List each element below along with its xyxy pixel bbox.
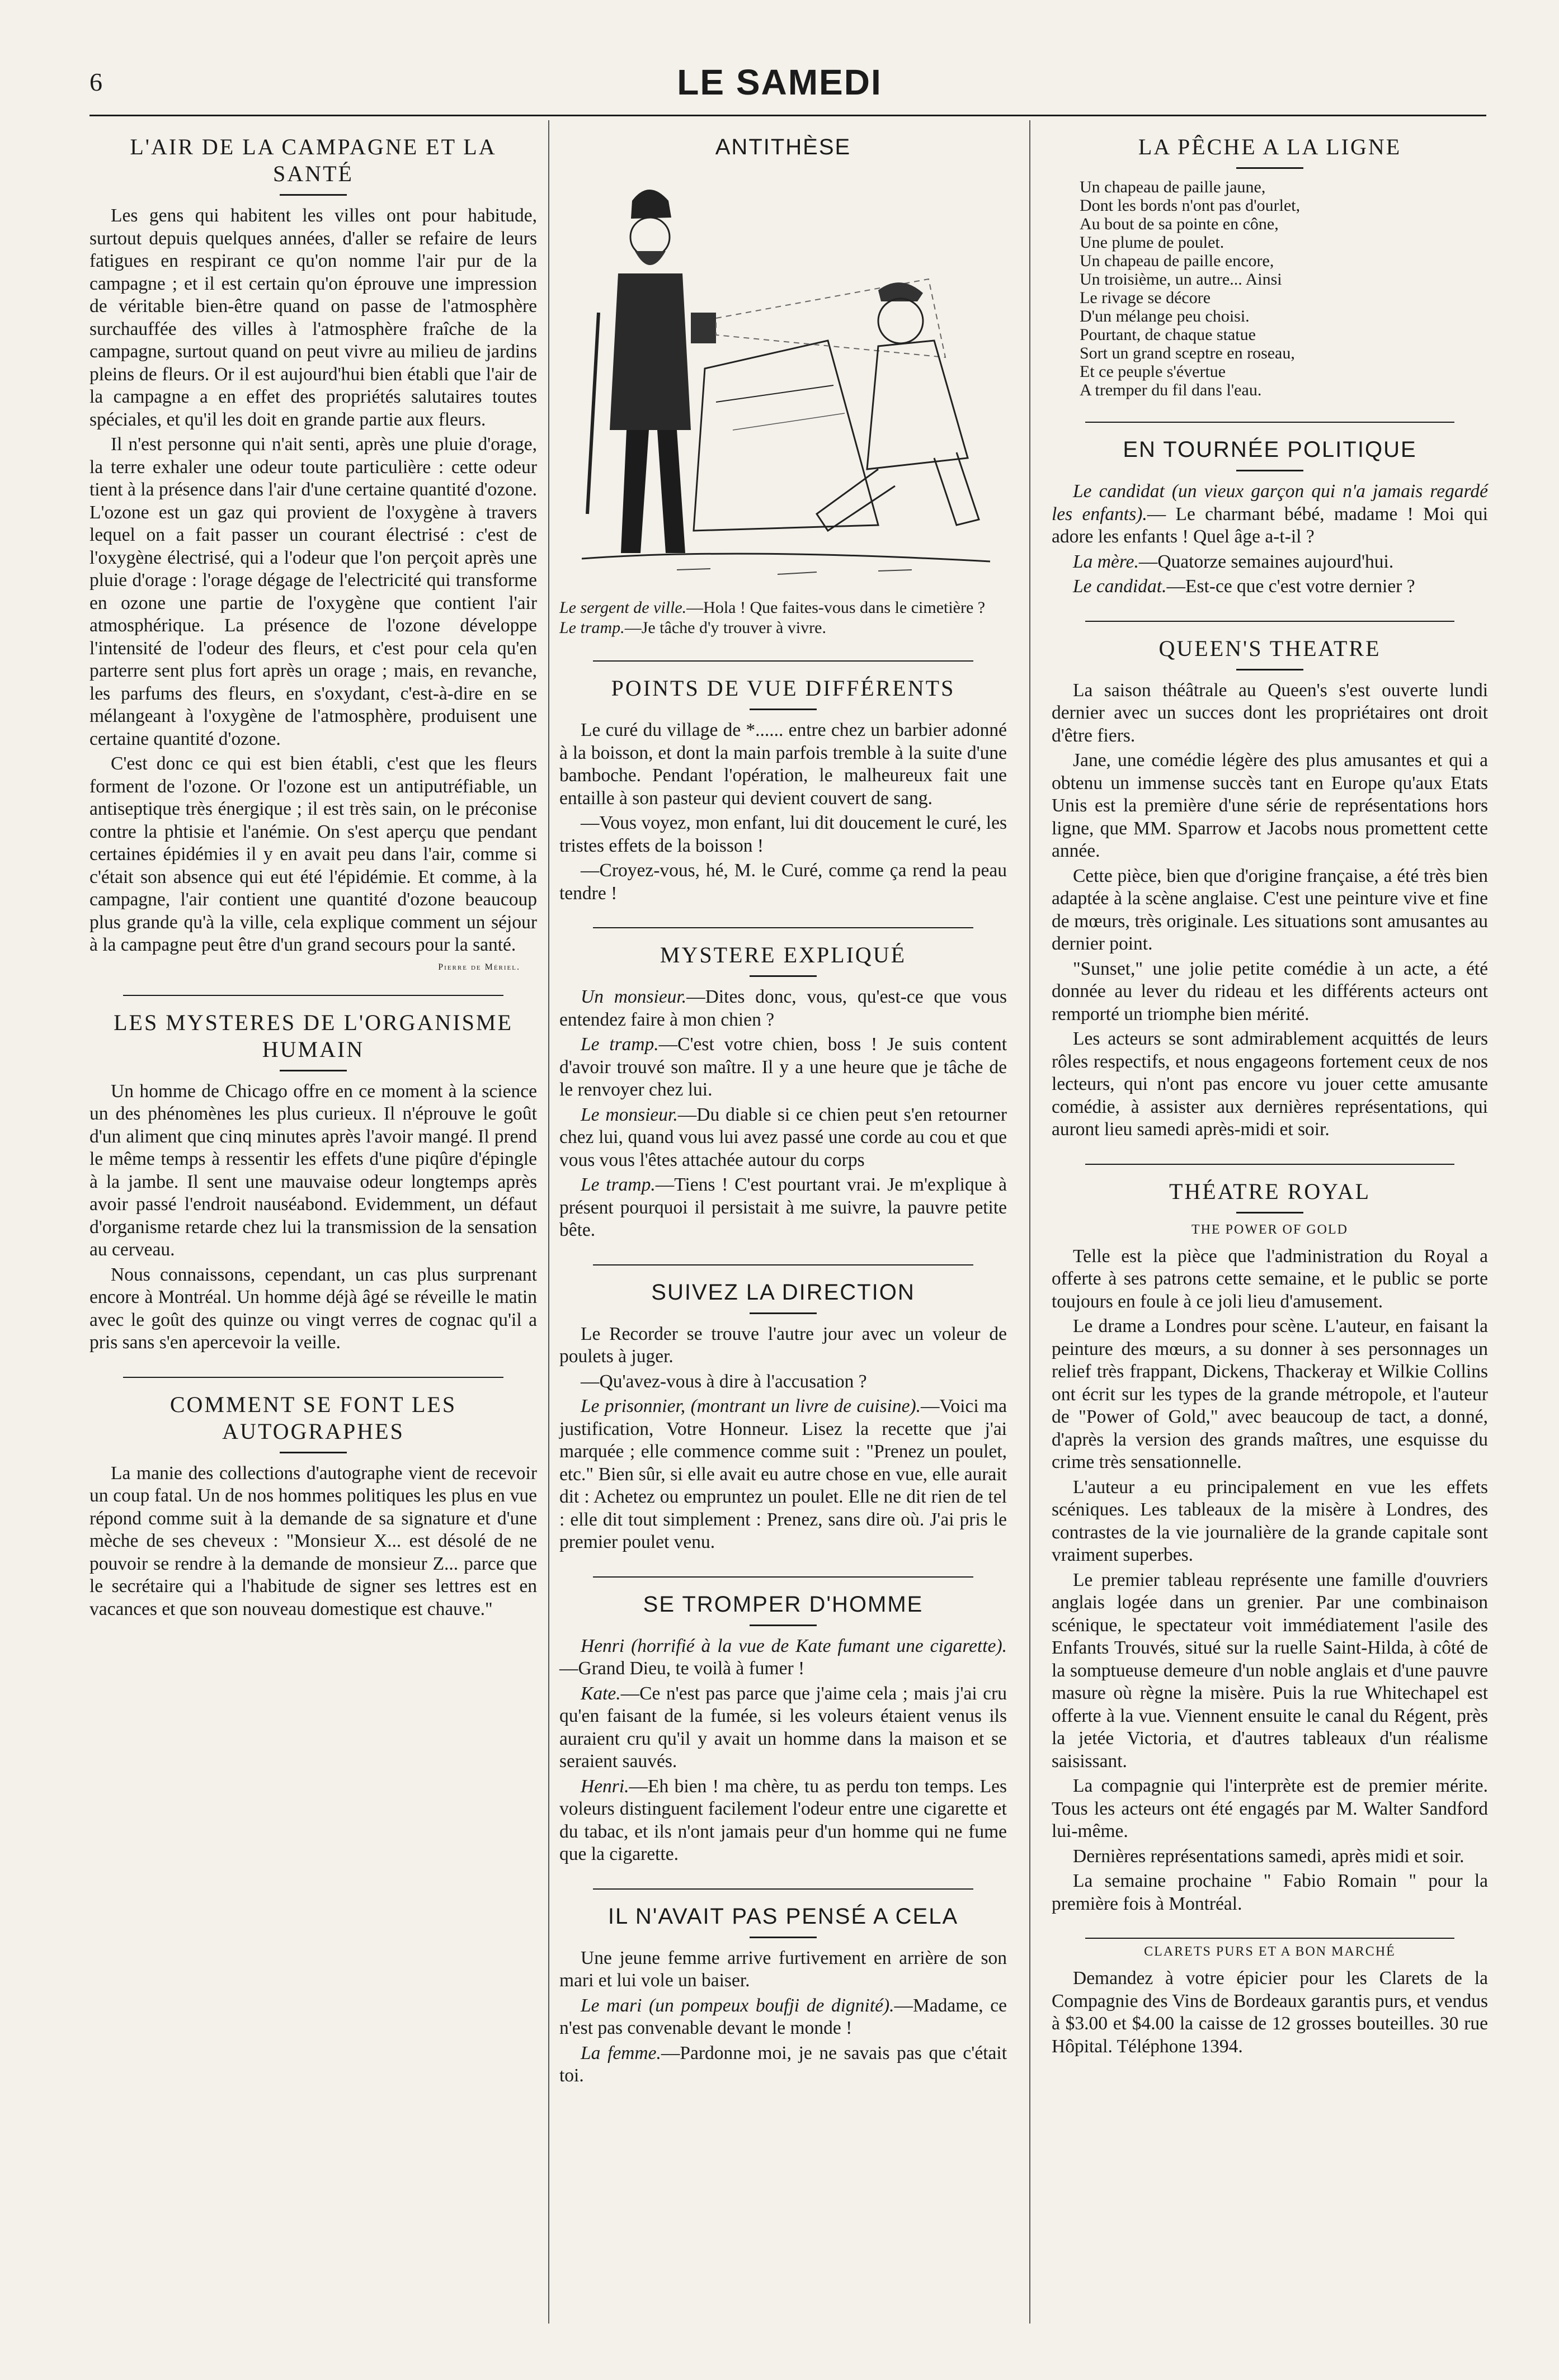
title-rule <box>750 975 817 977</box>
section-rule <box>123 995 503 996</box>
article-tournee-politique <box>1052 436 1488 598</box>
article-signature: Pierre de Mériel. <box>438 962 520 972</box>
article-paragraph: —Qu'avez-vous à dire à l'accusation ? <box>581 1371 867 1392</box>
article-title: COMMENT SE FONT LES AUTOGRAPHES <box>169 1391 457 1444</box>
section-rule <box>593 927 973 928</box>
article-paragraph: La compagnie qui l'interprète est de premier mérite. Tous les acteurs ont été engagés par M. Walter Sandford lui-même. <box>1052 1775 1488 1841</box>
title-rule <box>280 1452 347 1453</box>
article-title: LES MYSTERES DE L'ORGANISME HUMAIN <box>114 1009 513 1062</box>
article-paragraph: Dernières représentations samedi, après midi et soir. <box>1073 1845 1464 1867</box>
article-title: L'AIR DE LA CAMPAGNE ET LA SANTÉ <box>130 134 497 186</box>
article-se-tromper <box>559 1591 1007 1866</box>
article-pas-pense <box>559 1903 1007 2088</box>
article-title: SUIVEZ LA DIRECTION <box>651 1279 915 1305</box>
poem-line: Au bout de sa pointe en cône, <box>1080 215 1279 233</box>
article-mystere-explique <box>559 942 1007 1242</box>
poem-line: Sort un grand sceptre en roseau, <box>1080 344 1295 362</box>
article-theatre-royal <box>1052 1178 1488 1916</box>
article-paragraph: —Croyez-vous, hé, M. le Curé, comme ça rend la peau tendre ! <box>559 860 1007 904</box>
advertisement-clarets <box>1052 1944 1488 2058</box>
page-number: 6 <box>90 68 102 96</box>
article-title: THÉATRE ROYAL <box>1169 1178 1371 1204</box>
column-right <box>1052 120 1488 2060</box>
masthead-title: LE SAMEDI <box>677 62 882 102</box>
article-paragraph: Un homme de Chicago offre en ce moment à la science un des phénomènes les plus curieux. Il n'éprouve le goût d'un aliment que cinq minutes après l'avoir mangé. Il prend le même temps à ressentir les effets d'une piqûre d'épingle à la jambe. Il sent une mauvaise odeur longtemps après avoir passé l'endroit nauséabond. Evidemment, un défaut d'organisme retarde chez lui la transmission de la sensation au cerveau. <box>90 1080 537 1260</box>
article-paragraph: Le Recorder se trouve l'autre jour avec un voleur de poulets à juger. <box>559 1323 1007 1367</box>
article-paragraph: Il n'est personne qui n'ait senti, après une pluie d'orage, la terre exhaler une odeur toute particulière : cette odeur tient à la présence dans l'air d'une certaine quantité d'ozone. L'ozone est un gaz qui provient de l'oxygène à travers lequel on a fait passer un courant électrisé : c'est de l'oxygène électrisé, qui a l'odeur que l'on perçoit après une pluie d'orage : l'orage dégage de l'electricité qui transforme en ozone une partie de l'oxygène que contient l'air atmosphérique. La présence de l'ozone développe l'intensité de l'odeur des fleurs, et c'est pour cela qu'en parterre sent plus fort après un orage ; mais, en revanche, les parfums des fleurs, en s'oxydant, c'est-à-dire en se mélangeant à l'oxygène de l'atmosphère, produisent une certaine quantité d'ozone. <box>90 434 537 749</box>
article-paragraph: Jane, une comédie légère des plus amusantes et qui a obtenu un immense succès tant en Europe qu'aux Etats Unis est la première d'une série de représentations hors ligne, que MM. Sparrow et Jacobs nous promettent cette année. <box>1052 750 1488 861</box>
article-queens-theatre <box>1052 635 1488 1141</box>
poem-line: Un troisième, un autre... Ainsi <box>1080 270 1282 289</box>
article-paragraph: La semaine prochaine " Fabio Romain " pour la première fois à Montréal. <box>1052 1871 1488 1914</box>
column-divider <box>1029 120 1030 2324</box>
column-divider <box>548 120 549 2324</box>
article-paragraph: —Vous voyez, mon enfant, lui dit doucement le curé, les tristes effets de la boisson ! <box>559 813 1007 856</box>
dialogue-line: Kate.—Ce n'est pas parce que j'aime cela ; mais j'ai cru qu'en faisant de la fumée, si les voleurs étaient venus ils auraient cru qu'il y avait un homme dans la maison et se seraient sauvés. <box>559 1683 1007 1772</box>
title-rule <box>1236 1212 1303 1213</box>
section-rule <box>593 1576 973 1578</box>
dialogue-line: Un monsieur.—Dites donc, vous, qu'est-ce que vous entendez faire à mon chien ? <box>559 986 1007 1030</box>
top-rule <box>90 115 1486 116</box>
article-paragraph: Le drame a Londres pour scène. L'auteur, en faisant la peinture des mœurs, a su donner à ses personnages un relief très frappant, Dickens, Thackeray et Wilkie Collins ont écrit sur les types de la grande métropole, et l'auteur de "Power of Gold," avec beaucoup de tact, a donné, d'après la version des grands maîtres, une esquisse du crime très sensationnelle. <box>1052 1316 1488 1472</box>
article-mysteres-organisme <box>90 1009 537 1354</box>
advertisement-text: Demandez à votre épicier pour les Clarets de la Compagnie des Vins de Bordeaux garantis purs, et vendus à $3.00 et $4.00 la caisse de 12 grosses bouteilles. 30 rue Hôpital. Téléphone 1394. <box>1052 1968 1488 2057</box>
dialogue-line: Le candidat.—Est-ce que c'est votre dernier ? <box>1073 576 1415 597</box>
article-paragraph: Les gens qui habitent les villes ont pour habitude, surtout depuis quelques années, d'aller se refaire de leurs fatigues en respirant ce qu'on nomme l'air pur de la campagne ; et il est certain qu'on éprouve une impression de véritable bien-être quand on passe de l'atmosphère surchauffée des villes à l'atmosphère fraîche de la campagne, surtout quand on peut vivre au milieu de jardins pleins de fleurs. Or il est aujourd'hui bien établi que l'air de la campagne a en effet des propriétés salutaires toutes spéciales, et qu'il les doit en grande partie aux fleurs. <box>90 205 537 430</box>
section-rule <box>593 1888 973 1890</box>
dialogue-line: Le prisonnier, (montrant un livre de cuisine).—Voici ma justification, Votre Honneur. Lisez la recette que j'ai marquée ; elle commence comme suit : "Prenez un poulet, etc." Bien sûr, si elle avait eu autre chose en vue, elle aurait dit : Achetez ou empruntez un poulet. Elle ne dit rien de tel : elle dit tout simplement : Prenez, sans dire où. J'ai pris le premier poulet venu. <box>559 1396 1007 1552</box>
article-points-de-vue <box>559 675 1007 905</box>
article-title: LA PÊCHE A LA LIGNE <box>1138 134 1402 159</box>
section-rule <box>1085 621 1454 622</box>
poem-line: Un chapeau de paille jaune, <box>1080 178 1266 196</box>
poem-line: A tremper du fil dans l'eau. <box>1080 381 1262 399</box>
article-title: SE TROMPER D'HOMME <box>643 1592 924 1617</box>
title-rule <box>280 1070 347 1071</box>
article-air-campagne <box>90 134 537 972</box>
dialogue-line: La mère.—Quatorze semaines aujourd'hui. <box>1073 551 1394 572</box>
section-rule <box>123 1377 503 1378</box>
article-paragraph: La saison théâtrale au Queen's s'est ouverte lundi dernier avec un succes dont les propriétaires ont droit d'être fiers. <box>1052 679 1488 746</box>
illustration-caption: Le sergent de ville.—Hola ! Que faites-vous dans le cimetière ? Le tramp.—Je tâche d'y trouver à vivre. <box>559 598 986 637</box>
title-rule <box>1236 669 1303 670</box>
title-rule <box>750 1312 817 1314</box>
article-suivez-direction <box>559 1279 1007 1554</box>
article-paragraph: Le curé du village de *...... entre chez un barbier adonné à la boisson, et dont la main parfois tremble à la suite d'une bamboche. Pendant l'opération, le malheureux fait une entaille à son pasteur qui devient couvert de sang. <box>559 720 1007 809</box>
poem-line: Une plume de poulet. <box>1080 233 1224 252</box>
article-paragraph: Nous connaissons, cependant, un cas plus surprenant encore à Montréal. Un homme déjà âgé se réveille le matin avec le goût des quinze ou vingt verres de cognac qu'il a pris sans s'en apercevoir la veille. <box>90 1264 537 1353</box>
article-paragraph: Une jeune femme arrive furtivement en arrière de son mari et lui vole un baiser. <box>559 1947 1007 1991</box>
poem-line: Dont les bords n'ont pas d'ourlet, <box>1080 196 1301 215</box>
column-middle <box>559 120 1007 2090</box>
article-subtitle: THE POWER OF GOLD <box>1191 1222 1348 1237</box>
article-paragraph: Les acteurs se sont admirablement acquittés de leurs rôles respectifs, et nous engageons fortement ceux de nos lecteurs, qui n'ont pas encore vu jouer cette amusante comédie, à assister aux dernières représentations, qui auront lieu samedi après-midi et soir. <box>1052 1028 1488 1140</box>
advertisement-title: CLARETS PURS ET A BON MARCHÉ <box>1144 1944 1396 1959</box>
illustration-drawing <box>565 167 1001 592</box>
title-rule <box>1236 470 1303 471</box>
dialogue-line: Henri.—Eh bien ! ma chère, tu as perdu ton temps. Les voleurs distinguent facilement l'odeur entre une cigarette et du tabac, et ils n'ont jamais peur d'un homme qui ne fume que la cigarette. <box>559 1775 1007 1864</box>
dialogue-line: Le mari (un pompeux boufji de dignité).—Madame, ce n'est pas convenable devant le monde ! <box>559 1995 1007 2038</box>
article-paragraph: C'est donc ce qui est bien établi, c'est que les fleurs forment de l'ozone. Or l'ozone est un antiputréfiable, un antiseptique très énergique ; il est très sain, on le préconise contre la phtisie et l'anémie. On s'est aperçu que pendant certaines épidémies il y en avait peu dans l'air, comme si c'était son absence qui eut été l'épidémie. Et comme, à la campagne, l'air contient une quantité d'ozone beaucoup plus grande qu'à la ville, cela explique comment un séjour à la campagne peut être d'un grand secours pour la santé. <box>90 753 537 955</box>
poem-line: Un chapeau de paille encore, <box>1080 252 1274 270</box>
dialogue-line: Le candidat (un vieux garçon qui n'a jamais regardé les enfants).— Le charmant bébé, madame ! Moi qui adore les enfants ! Quel âge a-t-il ? <box>1052 481 1488 547</box>
section-rule <box>593 1264 973 1265</box>
title-rule <box>750 1625 817 1626</box>
article-title: IL N'AVAIT PAS PENSÉ A CELA <box>607 1904 959 1929</box>
article-paragraph: "Sunset," une jolie petite comédie à un acte, a été donnée au lever du rideau et les différents acteurs ont remporté un triomphe bien mérité. <box>1052 958 1488 1024</box>
section-rule <box>1085 1938 1454 1939</box>
dialogue-line: Le tramp.—C'est votre chien, boss ! Je suis content d'avoir trouvé son maître. Il y a une heure que je tâche de le renvoyer chez lui. <box>559 1034 1007 1100</box>
article-paragraph: La manie des collections d'autographe vient de recevoir un coup fatal. Un de nos hommes politiques les plus en vue répond comme suit à la demande de sa signature et d'une mèche de ses cheveux : "Monsieur X... est désolé de ne pouvoir se rendre à la demande de monsieur Z... parce que le secrétaire qui a l'habitude de signer ses lettres est en vacances et que son nouveau domestique est chauve." <box>90 1462 537 1619</box>
article-title: QUEEN'S THEATRE <box>1158 635 1381 661</box>
title-rule <box>1236 167 1303 169</box>
column-left <box>90 120 537 1623</box>
article-peche-ligne <box>1052 134 1488 399</box>
poem-line: Et ce peuple s'évertue <box>1080 362 1226 381</box>
article-title: EN TOURNÉE POLITIQUE <box>1123 437 1417 462</box>
dialogue-line: Le monsieur.—Du diable si ce chien peut s'en retourner chez lui, quand vous lui avez passé une corde au cou et que vous vous l'êtes attachée autour du corps <box>559 1104 1007 1170</box>
poem-line: D'un mélange peu choisi. <box>1080 307 1250 325</box>
article-autographes <box>90 1391 537 1621</box>
engraving-illustration <box>565 167 1001 592</box>
title-rule <box>280 194 347 196</box>
article-paragraph: Cette pièce, bien que d'origine française, a été très bien adaptée à la scène anglaise. C'est une peinture vive et fine de mœurs, très originale. Les situations sont amusantes au dernier point. <box>1052 865 1488 954</box>
article-paragraph: L'auteur a eu principalement en vue les effets scéniques. Les tableaux de la misère à Londres, des contrastes de la vie journalière de la grande capitale sont vraiment superbes. <box>1052 1476 1488 1565</box>
title-rule <box>750 709 817 710</box>
section-rule <box>1085 422 1454 423</box>
title-rule <box>750 1937 817 1938</box>
article-paragraph: Le premier tableau représente une famille d'ouvriers anglais logée dans un grenier. Par une combinaison scénique, le spectateur voit immédiatement l'asile des Enfants Trouvés, situé sur la ruelle Saint-Hilda, à côté de la somptueuse demeure d'un noble anglais et d'une pauvre masure où règne la misère. Puis la rue Whitechapel est offerte à la vue. Viennent ensuite le canal du Régent, près la jetée Victoria, et d'autres tableaux d'un réalisme saisissant. <box>1052 1569 1488 1772</box>
dialogue-line: Henri (horrifié à la vue de Kate fumant une cigarette).—Grand Dieu, te voilà à fumer ! <box>559 1635 1007 1679</box>
article-title: ANTITHÈSE <box>715 135 851 159</box>
section-rule <box>1085 1164 1454 1165</box>
article-title: POINTS DE VUE DIFFÉRENTS <box>611 676 955 701</box>
poem <box>1052 178 1488 399</box>
article-title: MYSTERE EXPLIQUÉ <box>660 942 907 967</box>
dialogue-line: Le tramp.—Tiens ! C'est pourtant vrai. Je m'explique à présent pourquoi il persistait à me suivre, la pauvre petite bête. <box>559 1174 1007 1240</box>
poem-line: Pourtant, de chaque statue <box>1080 325 1256 344</box>
dialogue-line: La femme.—Pardonne moi, je ne savais pas que c'était toi. <box>559 2042 1007 2086</box>
article-paragraph: Telle est la pièce que l'administration du Royal a offerte à ses patrons cette semaine, et le public se porte toujours en foule à ce joli lieu d'amusement. <box>1052 1245 1488 1312</box>
section-rule <box>593 660 973 662</box>
article-antithese <box>559 134 1007 638</box>
poem-line: Le rivage se décore <box>1080 289 1211 307</box>
